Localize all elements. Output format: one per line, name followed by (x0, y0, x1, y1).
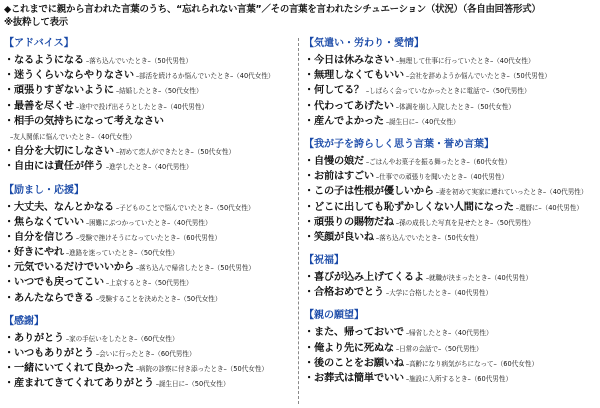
situation-text: –落ち込んでいたとき– (83, 57, 151, 65)
quote-item (304, 169, 596, 184)
quote-text: ・お葬式は簡単でいい (304, 373, 404, 384)
quote-text: ・喜びが込み上げてくるよ (304, 272, 424, 284)
situation-text: –ごはんやお菓子を振る舞ったとき– (363, 157, 470, 166)
quote-item (4, 83, 296, 98)
situation-text: –結婚したとき– (113, 87, 162, 96)
respondent-text: （50代女性） (193, 148, 236, 157)
situation-text: –会いに行ったとき– (93, 350, 155, 358)
quote-item (4, 291, 296, 306)
quote-text: ・最善を尽くせ (4, 100, 74, 112)
respondent-text: （50代女性） (188, 380, 230, 389)
respondent-text: （40代男性） (490, 274, 533, 283)
situation-text: –部活を続けるか悩んでいたとき– (133, 72, 234, 81)
respondent-text: （60代男性） (470, 375, 513, 383)
respondent-text: （40代女性） (94, 132, 136, 141)
quote-text: ・代わってあげたい (304, 100, 394, 112)
section (304, 38, 596, 129)
respondent-text: （40代男性） (166, 102, 209, 111)
respondent-text: （50代男性） (213, 264, 256, 273)
quote-item (4, 260, 296, 275)
quote-text: ・俺より先に死ぬな (304, 342, 394, 354)
situation-text: –大学に合格したとき– (383, 289, 451, 298)
respondent-text: （50代男性） (489, 87, 531, 96)
quote-text: ・あんたならできる (4, 292, 94, 304)
quote-text: ・頑張りすぎないように (4, 85, 114, 97)
quote-text: ・自由には責任が伴う (4, 161, 104, 173)
respondent-text: （40代男性） (450, 289, 493, 298)
situation-text: –仕事での頑張りを聞いたとき– (373, 173, 467, 182)
respondent-text: （50代男性） (150, 57, 193, 65)
respondent-text: （50代男性） (151, 279, 193, 288)
quote-text: ・いつでも戻ってこい (4, 277, 104, 289)
section-title: 【気遣い・労わり・愛情】 (304, 38, 424, 49)
respondent-text: （60代男性） (154, 350, 196, 358)
respondent-text: （60代女性） (496, 359, 539, 368)
situation-text: –誕生日に– (383, 117, 419, 126)
quote-text: ・笑顔が良いね (304, 231, 374, 243)
situation-text: –途中で投げ出そうとしたとき– (73, 102, 167, 111)
quote-item (4, 245, 296, 260)
quote-text: ・相手の気持ちになって考えなさい (4, 115, 164, 127)
quote-item (304, 114, 596, 129)
quote-text: ・自慢の娘だ (304, 155, 364, 167)
quote-item (304, 99, 596, 114)
quote-text: ・自分を信じろ (4, 231, 74, 243)
situation-text: –誕生日に– (153, 380, 189, 389)
situation-text: –日常の会話で– (393, 344, 442, 353)
respondent-text: （50代女性） (473, 102, 515, 111)
situation-text: –帰省したとき– (403, 329, 452, 338)
quote-item (304, 53, 596, 68)
quote-text: ・迷うくらいならやりなさい (4, 70, 134, 82)
section (4, 38, 296, 175)
respondent-text: （40代女性） (493, 57, 535, 65)
quote-text: ・今日は休みなさい (304, 55, 394, 66)
quote-item (304, 371, 596, 386)
quote-text: ・元気でいるだけでいいから (4, 262, 134, 274)
respondent-text: （50代女性） (226, 365, 269, 374)
situation-text: –上京するとき– (103, 279, 152, 288)
situation-text: –体調を崩し入院したとき– (393, 102, 474, 111)
respondent-text: （40代男性） (451, 329, 493, 338)
header-note: ※抜粋して表示 (4, 17, 68, 28)
quote-text: ・好きにやれ (4, 247, 64, 259)
quote-item (4, 331, 296, 346)
respondent-text: （40代男性） (541, 203, 583, 212)
quote-text: ・無理しなくてもいい (304, 70, 404, 82)
situation-text: –受験することを決めたとき– (93, 294, 181, 303)
quote-item (4, 230, 296, 245)
respondent-text: （40代男性） (466, 173, 509, 182)
quote-item (304, 356, 596, 371)
section-title: 【感謝】 (4, 315, 44, 327)
right-column (304, 38, 596, 396)
header-title: ◆これまでに親から言われた言葉のうち、“忘れられない言葉”／その言葉を言われたシチュエーション（状況）（各自由回答形式） (4, 4, 541, 15)
quote-text: ・いつもありがとう (4, 348, 94, 359)
quote-item (304, 270, 596, 285)
quote-item (4, 346, 296, 361)
situation-text: –困難にぶつかっていたとき– (83, 218, 171, 227)
situation-text: –会社を辞めようか悩んでいたとき– (403, 72, 510, 81)
respondent-text: （60代女性） (137, 334, 179, 343)
quote-item (4, 200, 296, 215)
quote-item (304, 83, 596, 98)
section-title: 【アドバイス】 (4, 38, 74, 49)
respondent-text: （40代女性） (418, 117, 460, 126)
situation-text: –子どものことで悩んでいたとき– (113, 203, 214, 212)
quote-item (304, 154, 596, 169)
situation-text: –妻を初めて実家に連れていったとき– (433, 188, 547, 197)
quote-text: ・合格おめでとう (304, 287, 384, 299)
section (4, 316, 296, 392)
quote-text: ・この子は性根が優しいから (304, 186, 434, 198)
respondent-text: （50代女性） (180, 294, 222, 303)
respondent-text: （50代女性） (213, 203, 255, 212)
section (304, 310, 596, 386)
quote-item (304, 230, 596, 245)
situation-text: –落ち込んでいたとき– (373, 233, 441, 242)
situation-text: –受験で挫けそうになっていたとき– (73, 233, 180, 242)
column-divider (298, 38, 299, 404)
quote-text: ・頑張りの賜物だね (304, 216, 394, 228)
situation-text: –しばらく会っていなかったときに電話で– (363, 87, 490, 96)
respondent-text: （40代男性） (170, 218, 212, 227)
quote-item (304, 200, 596, 215)
quote-item (4, 144, 296, 159)
quote-item (4, 53, 296, 68)
section (304, 139, 596, 245)
quote-item (4, 99, 296, 114)
quote-item (304, 215, 596, 230)
section (4, 185, 296, 306)
quote-text: ・焦らなくていい (4, 216, 84, 228)
quote-text: ・何してる？ (304, 85, 364, 97)
quote-item (304, 184, 596, 199)
situation-text: –病院の診察に付き添ったとき– (133, 365, 227, 374)
situation-text: –孫の成長した写真を見せたとき– (393, 218, 494, 227)
situation-text: –落ち込んで帰省したとき– (133, 264, 214, 273)
respondent-text: （50代女性） (440, 233, 483, 242)
quote-item (4, 215, 296, 230)
quote-item (304, 285, 596, 300)
quote-text: ・産んでよかった (304, 115, 384, 127)
quote-item (4, 114, 296, 129)
section-title: 【親の願望】 (304, 310, 364, 322)
quote-item (4, 275, 296, 290)
section-title: 【我が子を誇らしく思う言葉・誉め言葉】 (304, 138, 494, 150)
left-column (4, 38, 296, 402)
section-title: 【祝福】 (304, 255, 344, 267)
situation-text: –友人関係に悩んでいたとき– (10, 132, 95, 141)
quote-item (4, 376, 296, 391)
respondent-text: （50代男性） (441, 344, 483, 353)
quote-text: ・一緒にいてくれて良かった (4, 363, 134, 375)
quote-text: ・なるようになる (4, 55, 84, 66)
situation-text: –還暦に– (513, 203, 542, 212)
respondent-text: （40代男性） (151, 163, 193, 172)
respondent-text: （50代男性） (493, 218, 535, 227)
respondent-text: （60代男性） (179, 233, 222, 242)
situation-text: –進学したとき– (103, 163, 152, 172)
respondent-text: （60代女性） (469, 157, 512, 166)
quote-item (4, 159, 296, 174)
quote-item (304, 341, 596, 356)
quote-text: ・自分を大切にしなさい (4, 146, 114, 158)
respondent-text: （50代女性） (137, 249, 179, 258)
respondent-text: （40代女性） (233, 72, 275, 81)
quote-item (4, 68, 296, 83)
respondent-text: （50代女性） (161, 87, 203, 96)
situation-text: –施設に入所するとき– (403, 375, 471, 383)
quote-item (4, 129, 296, 144)
quote-text: ・どこに出しても恥ずかしくない人間になった (304, 201, 514, 213)
quote-text: ・産まれてきてくれてありがとう (4, 378, 154, 390)
quote-item (4, 361, 296, 376)
quote-text: ・後のことをお願いね (304, 357, 404, 369)
quote-text: ・大丈夫、なんとかなる (4, 201, 114, 213)
situation-text: –就職が決まったとき– (423, 274, 491, 283)
page-header (4, 3, 598, 29)
section (304, 255, 596, 300)
quote-item (304, 325, 596, 340)
quote-item (304, 68, 596, 83)
quote-text: ・また、帰っておいで (304, 327, 404, 339)
quote-text: ・お前はすごい (304, 171, 374, 183)
situation-text: –高齢になり病気がちになって– (403, 359, 497, 368)
situation-text: –初めて恋人ができたとき– (113, 148, 194, 157)
situation-text: –進路を迷っていたとき– (63, 249, 138, 258)
situation-text: –家の手伝いをしたとき– (63, 334, 138, 343)
respondent-text: （40代男性） (546, 188, 588, 197)
quote-text: ・ありがとう (4, 332, 64, 344)
situation-text: –無理して仕事に行っていたとき– (393, 57, 494, 65)
respondent-text: （50代男性） (509, 72, 552, 81)
section-title: 【励まし・応援】 (4, 184, 84, 196)
